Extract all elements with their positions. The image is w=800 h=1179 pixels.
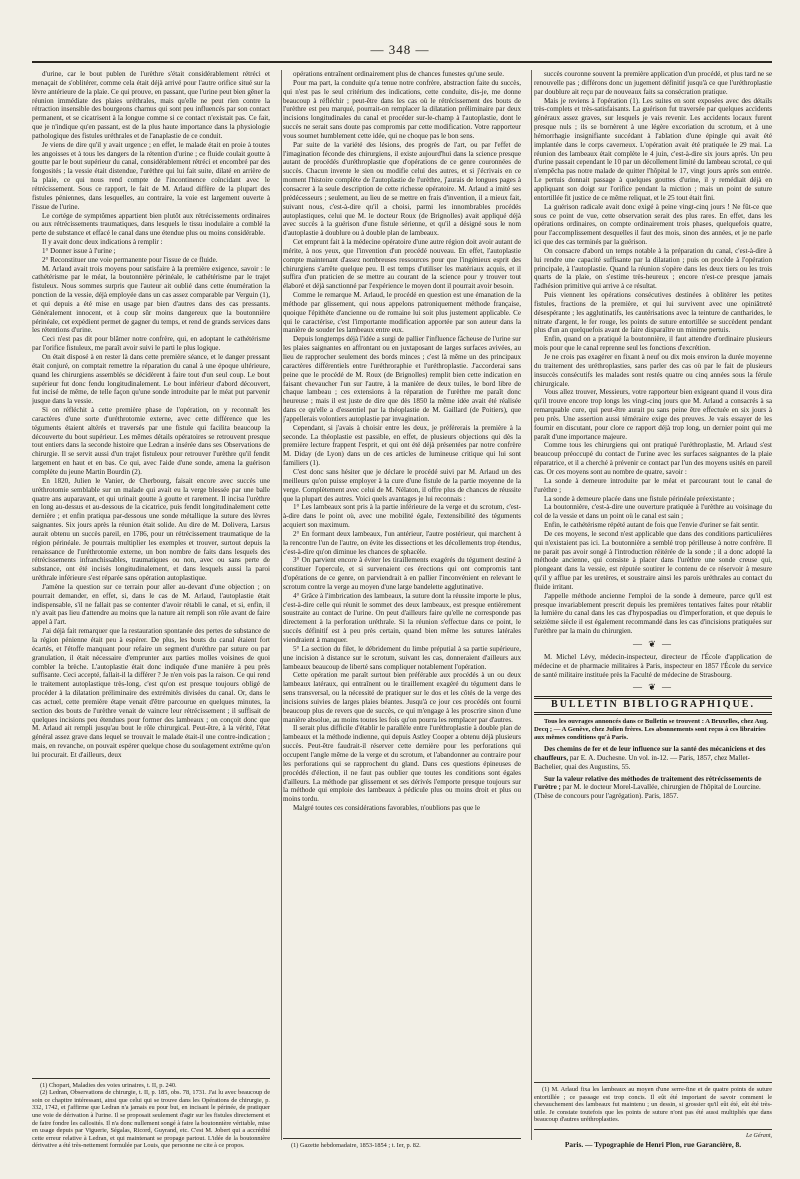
column-2	[283, 70, 521, 1150]
ornament-divider: — ❦ —	[632, 639, 674, 649]
paragraph: Par suite de la variété des lésions, des progrès de l'art, ou par l'effet de l'imagination féconde des chirurgiens, il existe aujourd'hui dans la science presque autant de procédés d'uréthroplastie que d'opérations de ce genre couronnées de succès. Chacun invente le sien ou modifie celui des autres, et si j'écrivais en ce moment l'histoire complète de l'autoplastie de l'urèthre, j'aurais de longues pages à consacrer à la seule description de cette richesse opératoire. M. Arlaud a imité ses prédécesseurs ; seulement, au lieu de se mettre en frais d'invention, il a mieux fait, suivant nous, c'est-à-dire qu'il a choisi, parmi les innombrables procédés autoplastiques, celui que M. le docteur Roux (de Brignolles) avait appliqué déjà avec succès à la guérison d'une fistule sérienne, et qu'il a désigné sous le nom d'autoplastie à doublure ou à double plan de lambeaux.	[283, 140, 521, 238]
page-number: — 348 —	[370, 42, 430, 57]
paragraph: J'appelle méthode ancienne l'emploi de la sonde à demeure, parce qu'il est presque invariablement prescrit depuis les premières tentatives faites pour rétablir la lumière du canal dans les cas d'hypospadias ou d'imperforation, et que depuis le seizième siècle il est également recommandé dans les cas d'incisions pratiquées sur l'urèthre par la main du chirurgien.	[534, 591, 772, 636]
column-1-text	[32, 70, 270, 760]
column-2-footnotes	[283, 1138, 521, 1150]
bulletin-entry-title: Sur la valeur relative des méthodes de traitement des rétrécissements de l'urètre ;	[534, 774, 762, 792]
paragraph: 1° Les lambeaux sont pris à la partie inférieure de la verge et du scrotum, c'est-à-dire dans le point où, avec une mobilité égale, l'extensibilité des téguments acquiert son maximum.	[283, 503, 521, 530]
paragraph: Comme tous les chirurgiens qui ont pratiqué l'uréthroplastie, M. Arlaud s'est beaucoup préoccupé du contact de l'urine avec les surfaces saignantes de la plaie réparatrice, et il a cherché à prévenir ce contact par l'un des moyens usités en pareil cas. Or ces moyens sont au nombre de quatre, savoir :	[534, 441, 772, 476]
column-3-footnotes	[534, 1082, 772, 1124]
paragraph: On consacre d'abord un temps notable à la préparation du canal, c'est-à-dire à lui rendre une capacité suffisante par la dilatation ; puis on procède à l'opération principale, à l'autoplastie. Quand la réunion s'opère dans les deux tiers ou les trois quarts de la plaie, on s'estime très-heureux ; encore n'est-ce presque jamais l'adhésion primitive qui arrive à ce résultat.	[534, 246, 772, 291]
paragraph: De ces moyens, le second n'est applicable que dans des conditions particulières qui n'existaient pas ici. La boutonnière a semblé trop périlleuse à notre confrère. Il ne parait pas avoir songé à l'introduction réitérée de la sonde ; il a donc adopté la méthode ancienne, qui consiste à placer dans l'urèthre une sonde creuse qui, plongeant dans la vessie, est réputée soutirer le contenu de ce réservoir à mesure qu'il y afflue par les uretères, et soustraire ainsi les parois uréthrales au contact du fluide irritant.	[534, 529, 772, 591]
paragraph: succès couronne souvent la première application d'un procédé, et plus tard ne se renouvelle pas ; différons donc un jugement définitif jusqu'à ce que l'uréthroplastie par doublure ait reçu par de nouveaux faits sa consécration pratique.	[534, 70, 772, 96]
paragraph: On était disposé à en rester là dans cette première séance, et le danger pressant était conjuré, on comptait remettre la réparation du canal à une époque ultérieure, quand les chirurgiens assemblés se décidèrent à faire tout d'un seul coup. Le bout supérieur fut donc fendu longitudinalement. Le bout inférieur d'abord découvert, fut incisé de même, de telle façon qu'une sonde introduite par le méat put parvenir jusque dans la vessie.	[32, 353, 270, 406]
bulletin-entries	[534, 745, 772, 801]
paragraph: En 1820, Julien le Vanier, de Cherbourg, faisait encore avec succès une uréthrotomie semblable sur un malade qui avait eu la verge blessée par une balle quatre ans auparavant, et qui urinait goutte à goutte et rarement. Il incisa l'urèthre en long au-dessus et au-dessous de la cicatrice, puis fendit longitudinalement cette dernière ; et enfin pratiqua par-dessous une sonde métallique la suture des lèvres saignantes. Six jours après la réunion était solide. Au dire de M. Dolivera, Larsus aurait obtenu un succès pareil, en 1786, pour un rétrécissement traumatique de la région périnéale. Je pourrais multiplier les exemples et trouver, surtout depuis la renaissance de l'uréthrotomie externe, un bon nombre de faits dans lesquels des rétrécissements infranchissables, traumatiques ou non, avec ou sans perte de substance, ont été incisés longitudinalement, et dans lesquels aussi la paroi uréthrale inférieure s'est réparée sans opération autoplastique.	[32, 476, 270, 583]
paragraph: 4° Grâce à l'imbrication des lambeaux, la suture dont la réussite importe le plus, c'est-à-dire celle qui réunit le sommet des deux lambeaux, est presque entièrement soustraite au contact de l'urine. On peut d'ailleurs faire qu'elle ne corresponde pas directement à la perforation uréthrale. Si la réunion s'effectue dans ce point, le succès définitif est à peu près certain, quand bien même les sutures latérales viendraient à manquer.	[283, 591, 521, 644]
column-3	[534, 70, 772, 1150]
bulletin-entry-detail: par E. A. Duchesne. Un vol. in-12. — Paris, 1857, chez Mallet-Bachelier, quai des Augustins, 55.	[534, 753, 750, 771]
ornament-divider-2: — ❦ —	[632, 682, 674, 693]
printer-line: Paris. — Typographie de Henri Plon, rue Garancière, 8.	[564, 1140, 742, 1150]
column-2-text	[283, 70, 521, 813]
imprint	[534, 1129, 772, 1150]
paragraph: 5° La section du filet, le débridement du limbe préputial à sa partie supérieure, une incision à distance sur le scrotum, suivant les cas, donneraient d'ailleurs aux lambeaux beaucoup de liberté sans compliquer notablement l'opération.	[283, 644, 521, 671]
paragraph: Cet emprunt fait à la médecine opératoire d'une autre région doit avoir autant de mérite, à nos yeux, que l'invention d'un procédé nouveau. En effet, l'autoplastie compte maintenant d'assez nombreuses ressources pour que l'ingénieux esprit des chirurgiens s'arrête quelque peu. Il est temps d'utiliser les matériaux acquis, et il suffira d'un praticien de se mettre au courant de la science pour y trouver tout élaboré et déjà sanctionné par l'expérience le moyen dont il pourrait avoir besoin.	[283, 238, 521, 291]
paragraph: Si on réfléchit à cette première phase de l'opération, on y reconnaît les caractères d'une sorte d'uréthrotomie externe, avec cette différence que les téguments étaient altérés et traversés par une fistule qui facilita beaucoup la découverte du bout supérieur. Les mêmes détails opératoires se retrouvent presque tout entiers dans la seconde histoire que Ledran a insérée dans ses Observations de chirurgie. Il se servit aussi d'un trajet fistuleux pour retrouver l'urèthre qu'il fendit largement en haut et en bas. Ce qui, avec l'aide d'une sonde, amena la guérison complète du jeune Martin Bourdin (2).	[32, 406, 270, 476]
paragraph: 3° On parvient encore à éviter les tiraillements exagérés du tégument destiné à constituer l'opercule, et si survenaient ces érections qui ont compromis tant d'opérations de ce genre, on parviendrait à en pallier l'inconvénient en relevant le scrotum contre la verge au moyen d'une large bandelette agglutinative.	[283, 556, 521, 591]
notice-paragraph: M. Michel Lévy, médecin-inspecteur, directeur de l'École d'application de médecine et de pharmacie militaires à Paris, inspecteur en 1857 l'École du service de santé militaire instituée près la Faculté de médecine de Strasbourg.	[534, 652, 772, 679]
column-1-footnotes	[32, 1078, 270, 1150]
paragraph: M. Arlaud avait trois moyens pour satisfaire à la première exigence, savoir : le cathétérisme par le méat, la boutonnière périnéale, le cathétérisme par le trajet fistuleux. Nous sommes surpris que l'auteur ait oublié dans cette énumération la ponction de la vessie, déjà employée dans un cas assez comparable par Verguin (1), et qui depuis a été mise en usage par bien d'autres dans des cas pressants. Généralement innocent, et à coup sûr moins dangereux que la boutonnière périnéale, cet expédient permet de gagner du temps, et rend de grands services dans les rétentions d'urine.	[32, 264, 270, 335]
paragraph: Mais je reviens à l'opération (1). Les suites en sont exposées avec des détails très-complets et très-satisfaisants. La guérison fut traversée par quelques accidents généraux assez graves, sur lesquels je vais revenir. Les accidents locaux furent presque nuls ; ils se bornèrent à une légère excoriation du scrotum, et à une hémorrhagie insignifiante succédant à l'ablation d'une épingle qui avait été implantée dans le corps caverneux. L'opération avait été pratiquée le 29 mai. La réunion des lambeaux était complète le 4 juin, c'est-à-dire six jours après. Un peu d'urine passait cependant le 10 par un décollement limité du lambeau scrotal, ce qui n'empêcha pas notre malade de quitter l'hôpital le 17, vingt jours après son entrée. Le pertuis donnait passage à quelques gouttes d'urine, il y remédiait déjà en appliquant son doigt sur l'orifice pendant la miction ; mais un point de suture entortillée fit justice de ce même reliquat, et le 25 tout était fini.	[534, 96, 772, 202]
paragraph: opérations entraînent ordinairement plus de chances funestes qu'une seule.	[293, 70, 505, 78]
footnote: (1) Gazette hebdomadaire, 1853-1854 ; t. Ier, p. 82.	[291, 1142, 421, 1150]
column-1	[32, 70, 270, 1150]
footnote: (2) Ledran, Observations de chirurgie, t. II, p. 185, obs. 78, 1731. J'ai lu avec beaucoup de soin ce chapitre intéressant, ainsi que celui qui se trouve dans les Opérations de chirurgie, p. 332, 1742, et j'affirme que Ledran n'a jamais eu pour but, en incisant le périnée, de pratiquer une voie de dérivation à l'urine. Il se proposait seulement d'agir sur les fistules directement et de faire fondre les callosités. Il n'a donc nullement songé à faire la boutonnière véritable, mise en usage depuis par Viguerie, Ségalas, Ricord, Guyrand, etc. C'est M. Jobert qui a accrédité cette erreur relative à Ledran, et qui maintenant se propage partout. L'idée de la boutonnière dérivative a été très-nettement formulée par Louis, que personne ne cite à ce propos.	[32, 1089, 270, 1150]
paragraph: Je viens de dire qu'il y avait urgence ; en effet, le malade était en proie à toutes les angoisses et à tous les dangers de la rétention d'urine ; ce fluide coulait goutte à goutte par le bout supérieur du canal, considérablement rétréci et encombré par des fongosités ; la vessie était distendue, l'urèthre qui lui fait suite, dilaté en arrière de la plaie, ce qui nous rend compte de l'incontinence coïncidant avec le rétrécissement. Sous ce rapport, le fait de M. Arlaud diffère de la plupart des fistules péniennes, dans lesquelles, au contraire, la voie est largement ouverte à l'issue de l'urine.	[32, 140, 270, 211]
paragraph: Il y avait donc deux indications à remplir :	[42, 238, 163, 247]
paragraph: J'ai déjà fait remarquer que la restauration spontanée des pertes de substance de la région pénienne était peu à espérer. De plus, les bouts du canal étaient fort écartés, et l'étoffe manquant pour refaire un segment d'urèthre par suture ou par granulation, il était nécessaire d'emprunter aux parties molles voisines de quoi combler la brèche. L'autoplastie était donc indiquée d'une manière à peu près suffisante. Ceci accepté, fallait-il la différer ? Je n'en vois pas la raison. Ce qui rend le traitement autoplastique très-long, c'est qu'on est presque toujours obligé de procéder à la dilatation préliminaire des extrémités divisées du canal. Or, dans le cas actuel, cette première étape venait d'être parcourue en quelques minutes, la section des bouts de l'urèthre venait de vaincre leur rétrécissement ; il suffisait de quelques incisions peu étendues pour former des lambeaux ; on conçoit donc que M. Arlaud ait rempli jusqu'au bout le rôle chirurgical. Peut-être, à la vérité, l'état général assez grave dans lequel se trouvait le malade était-il une contre-indication ; mais, en revanche, on pouvait espérer quelque chose du soulagement extrême qu'on lui procurait. Et d'ailleurs, deux	[32, 627, 270, 759]
column-3-footnotes-block	[534, 1082, 772, 1124]
paragraph: 1° Donner issue à l'urine ;	[42, 246, 116, 255]
gerant-label: Le Gérant,	[746, 1133, 772, 1140]
paragraph: Enfin, quand on a pratiqué la boutonnière, il faut attendre d'ordinaire plusieurs mois pour que le canal reprenne seul les fonctions d'excrétion.	[534, 335, 772, 353]
paragraph: Pour ma part, la conduite qu'a tenue notre confrère, abstraction faite du succès, qui n'est pas le seul critérium des indications, cette conduite, dis-je, me donne beaucoup à réfléchir ; peut-être dans les cas où le rétrécissement des bouts de l'urèthre est peu marqué, pourrait-on remplacer la dilatation préliminaire par deux incisions longitudinales du canal et procéder sur-le-champ à l'autoplastie, dont le succès ne serait sans doute pas compromis par cette modification. Votre rapporteur vous soumet humblement cette idée, qui ne choque pas le bon sens.	[283, 78, 521, 140]
paragraph: C'est donc sans hésiter que je déclare le procédé suivi par M. Arlaud un des meilleurs qu'on puisse employer à la cure d'une fistule de la partie moyenne de la verge. Complètement avec celui de M. Nélaton, il offre plus de chances de réussite que la plupart des autres. Voici quels avantages je lui reconnais :	[283, 467, 521, 503]
paragraph: Comme le remarque M. Arlaud, le procédé en question est une émanation de la méthode par glissement, qui nous appelons patroniquement méthode française, quoique l'épithète d'ancienne ou de romaine lui soit plus justement applicable. Ce qui le caractérise, c'est l'importante modification apportée par son auteur dans la manière de souder les lambeaux entre eux.	[283, 291, 521, 335]
top-rule	[32, 61, 772, 63]
column-3-text	[534, 70, 772, 636]
paragraph: Il serait plus difficile d'établir le parallèle entre l'uréthroplastie à double plan de lambeaux et la méthode indienne, qui depuis Astley Cooper a obtenu déjà plusieurs succès. Peut-être faudrait-il réserver cette dernière pour les perforations qui occupent l'angle même de la verge et du scrotum, et l'abandonner au contraire pour les perforations qui se rapprochent du gland. Dans ces questions épineuses de procédés d'élection, il ne faut pas oublier que toutes les conditions sont égales d'ailleurs. La méthode par glissement et ses dérivés l'emporte presque toujours sur la méthode qui emploie des lambeaux à pédicule plus ou moins droit et plus ou moins tordu.	[283, 724, 521, 804]
article-columns	[32, 70, 772, 1150]
paragraph: Puis viennent les opérations consécutives destinées à oblitérer les petites fistules, fractions de la première, et qui lui survivent avec une opiniâtreté désespérante ; les agglutinatifs, les cautérisations avec la teinture de cantharides, le nitrate d'argent, le fer rouge, les points de suture entortillée se succèdent pendant plus d'un an quelquefois avant de faire disparaître un minime pertuis.	[534, 291, 772, 335]
column-3-body	[534, 70, 772, 1022]
paragraph: Cependant, si j'avais à choisir entre les deux, je préférerais la première à la seconde. La théoplastie est passible, en effet, de plusieurs objections qui dès la première lecture frappent l'esprit, et qui ont été déjà présentées par notre confrère M. Diday (de Lyon) dans un de ces articles de lumineuse critique qui lui sont familiers (1).	[283, 423, 521, 468]
paragraph: La boutonnière, c'est-à-dire une ouverture pratiquée à l'urèthre au voisinage du col de la vessie et dans un point où le canal est sain ;	[534, 503, 772, 521]
paragraph: Vous allez trouver, Messieurs, votre rapporteur bien exigeant quand il vous dira qu'il trouve encore trop longs les vingt-cinq jours que M. Arlaud a consacrés à sa remarquable cure, qui peut-être aurait pu sans peine être effectuée en six jours à peu près. Une assertion aussi téméraire exige des preuves. Je vais essayer de les fournir en discutant, pour clore ce rapport déjà trop long, un dernier point qui me paraît d'une importance majeure.	[534, 388, 772, 441]
footnote: (1) Chopart, Maladies des voies urinaires, t. II, p. 240.	[40, 1081, 177, 1089]
bulletin-heading: BULLETIN BIBLIOGRAPHIQUE.	[534, 696, 772, 715]
paragraph: La sonde à demeure placée dans une fistule périnéale préexistante ;	[544, 494, 735, 503]
footnote: (1) M. Arlaud fixa les lambeaux au moyen d'une serre-fine et de quatre points de suture entortillée ; ce passage est trop concis. Il eût été important de savoir comment le chevauchement des lambeaux fut maintenu ; un dessin, si grossier qu'il eût été, eût été très-utile. Je constate toutefois que les points de suture n'ont pas été aussi multipliés que dans beaucoup d'autres uréthroplasties.	[534, 1086, 772, 1124]
paragraph: La guérison radicale avait donc exigé à peine vingt-cinq jours ! Ne fût-ce que sous ce point de vue, cette observation serait des plus rares. En effet, dans les opérations ordinaires, on compte ordinairement trois phases, quelquefois quatre, pour l'accomplissement desquelles il faut des mois, sinon des années, et je ne parle ici que des cas terminés par la guérison.	[534, 202, 772, 247]
paragraph: La sonde à demeure introduite par le méat et parcourant tout le canal de l'urèthre ;	[534, 476, 772, 494]
paragraph: Le cortége de symptômes appartient bien plutôt aux rétrécissements ordinaires ou aux rétrécissements traumatiques, dans lesquels le tissu inodulaire a comblé la perte de substance et effacé le canal dans une étendue plus ou moins considérable.	[32, 211, 270, 238]
paragraph: Depuis longtemps déjà l'idée a surgi de pallier l'influence fâcheuse de l'urine sur les plaies saignantes en affrontant ou en juxtaposant de larges surfaces avivées, au lieu de rapprocher seulement des bords minces ; c'est là même un des principaux caractères différentiels entre l'uréthroraphie et l'uréthroplastie. J'accorderai sans peine que le procédé de M. Roux (de Brignolles) remplit bien cette indication en faisant chevaucher l'un sur l'autre, à la manière de deux tuiles, le bord libre de chaque lambeau ; ces extensions à la réparation de l'urèthre me paraît donc heureuse ; mais il est juste de dire que dès 1850 la même idée avait été réalisée dans ce qu'elle a d'essentiel par la théoplastie de M. Gaillard (de Poitiers), que j'appellerais volontiers autoplastie par invagination.	[283, 335, 521, 423]
bulletin-entry-detail: par M. le docteur Morel-Lavallée, chirurgien de l'hôpital de Lourcine. (Thèse de concours pour l'agrégation). Paris, 1857.	[534, 783, 761, 801]
bulletin-intro: Tous les ouvrages annoncés dans ce Bulletin se trouvent : A Bruxelles, chez Aug. Decq ; — A Genève, chez Julien frères. Les abonnements sont reçus à ces librairies aux mêmes conditions qu'à Paris.	[534, 718, 769, 742]
paragraph: Cette opération me paraît surtout bien préférable aux procédés à un ou deux lambeaux latéraux, qui entraînent ou le tiraillement exagéré du tégument dans le sens transversal, ou la nécessité de pratiquer sur le dos et les côtés de la verge des incisions suivies de larges plaies béantes. Jusqu'à ce jour ces procédés ont fourni beaucoup plus de revers que de succès, ce qui m'engage à les proscrire sinon d'une manière absolue, au moins toutes les fois qu'on pourra les remplacer par d'autres.	[283, 671, 521, 724]
paragraph: J'amène la question sur ce terrain pour aller au-devant d'une objection ; on pourrait demander, en effet, si, dans le cas de M. Arlaud, l'autoplastie était indispensable, s'il ne fallait pas se contenter d'avoir rétabli le canal, et si, enfin, il n'y avait pas lieu d'attendre au moins que la nature ait rempli son rôle avant de faire appel à l'art.	[32, 582, 270, 627]
paragraph: d'urine, car le bout publen de l'urèthre s'était considérablement rétréci et menaçait de s'oblitérer, comme cela était déjà arrivé pour l'autre orifice situé sur la lèvre antérieure de la plaie. Ce qui prouve, en passant, que l'urine peut bien gêner la réunion immédiate des plaies uréthrales, mais qu'elle ne peut rien contre la rétraction insensible des bourgeons charnus qui sont peu influencés par son contact permanent, et se cicatrisent à la longue comme si ce contact n'existait pas. Ce fait, que je n'indique qu'en passant, est de la plus haute importance dans la physiologie pathologique des fistules uréthrales et de l'anaplastie de ce conduit.	[32, 70, 270, 140]
bulletin-entry-title: Des chemins de fer et de leur influence sur la santé des mécaniciens et des chauffeurs,	[534, 745, 766, 762]
paragraph: Malgré toutes ces considérations favorables, n'oublions pas que le	[293, 804, 481, 813]
paragraph: Je ne crois pas exagérer en fixant à neuf ou dix mois environ la durée moyenne du traitement des uréthroplasties, sans parler des cas où par le fait de plusieurs insuccès consécutifs les malades sont restés quatre ou cinq années sous la férule chirurgicale.	[534, 353, 772, 388]
paragraph: Ceci n'est pas dit pour blâmer notre confrère, qui, en adoptant le cathétérisme par l'orifice fistuleux, me paraît avoir suivi le parti le plus logique.	[32, 335, 270, 353]
bulletin-entry	[534, 775, 772, 802]
bulletin-entry	[534, 745, 772, 772]
paragraph: 2° Reconstituer une voie permanente pour l'issue de ce fluide.	[42, 255, 218, 264]
paragraph: 2° En formant deux lambeaux, l'un antérieur, l'autre postérieur, qui marchent à la rencontre l'un de l'autre, on évite les dissections et les décollements trop étendus, c'est-à-dire qu'on diminue les chances de sphacèle.	[283, 529, 521, 556]
paragraph: Enfin, le cathétérisme répété autant de fois que l'envie d'uriner se fait sentir.	[544, 521, 759, 530]
